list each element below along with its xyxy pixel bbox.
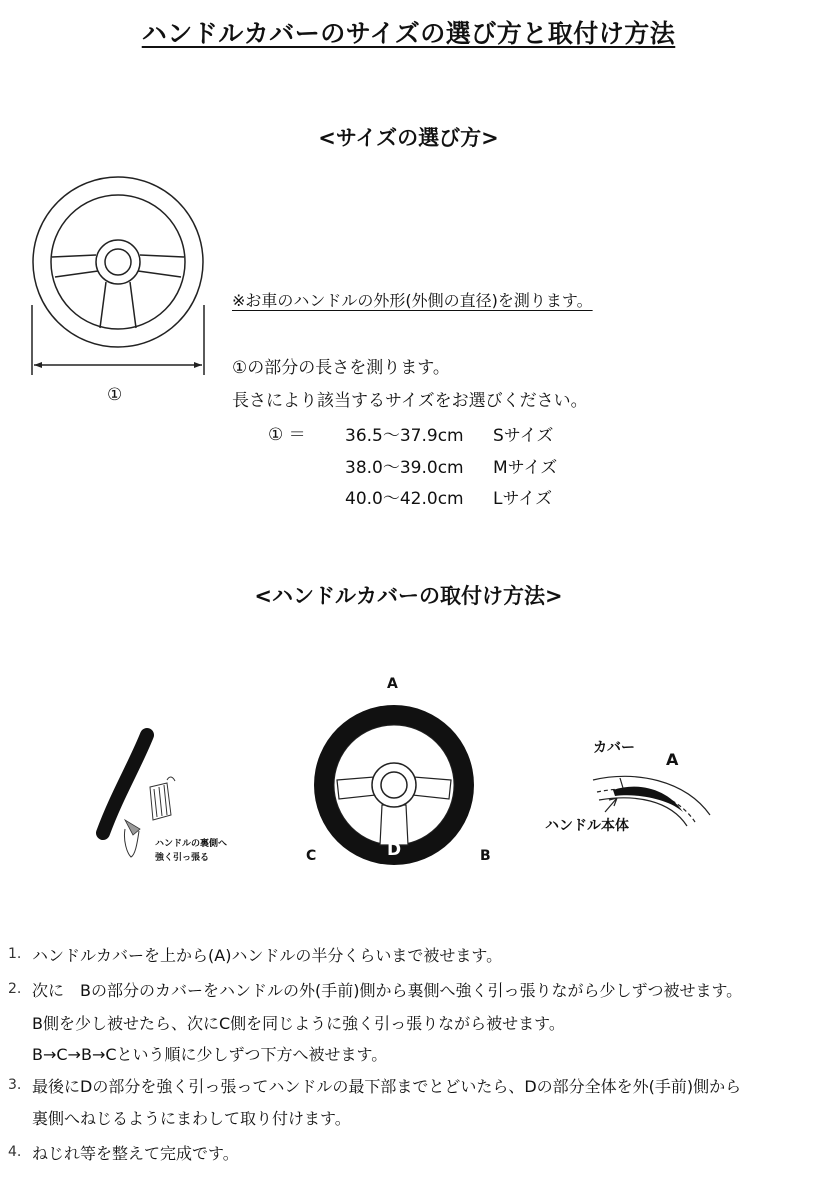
size-name: Sサイズ (493, 426, 554, 446)
instruction-text: 最後にDの部分を強く引っ張ってハンドルの最下部までとどいたら、Dの部分全体を外(手前)側から (32, 1077, 742, 1096)
instruction-text: ねじれ等を整えて完成です。 (32, 1144, 239, 1163)
wheel-label-c: C (306, 848, 317, 864)
steering-wheel-size-diagram (22, 175, 222, 380)
wheel-label-b: B (480, 848, 491, 864)
wheel-label-d: D (387, 840, 402, 860)
size-section-heading: <サイズの選び方> (318, 126, 499, 150)
size-equation-label: ① ＝ (268, 425, 306, 445)
hand-caption: 強く引っ張る (155, 853, 210, 863)
instruction-text: 裏側へねじるようにまわして取り付けます。 (32, 1109, 351, 1128)
wheel-label-a: A (387, 676, 398, 692)
cover-label: カバー (593, 740, 635, 756)
hand-caption: ハンドルの裏側へ (155, 839, 228, 849)
instruction-text: ハンドルカバーを上から(A)ハンドルの半分くらいまで被せます。 (32, 946, 503, 965)
handle-body-label: ハンドル本体 (545, 818, 629, 834)
instruction-text: B側を少し被せたら、次にC側を同じように強く引っ張りながら被せます。 (32, 1014, 565, 1033)
size-name: Mサイズ (493, 458, 558, 478)
page-title: ハンドルカバーのサイズの選び方と取付け方法 (141, 19, 676, 48)
instruction-number: 4. (8, 1144, 22, 1160)
measure-instruction: ①の部分の長さを測ります。 (232, 358, 450, 378)
instruction-text: B→C→B→Cという順に少しずつ下方へ被せます。 (32, 1045, 388, 1064)
install-section-heading: <ハンドルカバーの取付け方法> (254, 584, 563, 608)
select-instruction: 長さにより該当するサイズをお選びください。 (232, 391, 588, 411)
measurement-note: ※お車のハンドルの外形(外側の直径)を測ります。 (232, 291, 593, 310)
instruction-number: 3. (8, 1077, 22, 1093)
diameter-marker: ① (107, 385, 123, 405)
instruction-number: 2. (8, 981, 22, 997)
instruction-text: 次に Bの部分のカバーをハンドルの外(手前)側から裏側へ強く引っ張りながら少しずつ被せます。 (32, 981, 743, 1000)
size-range: 40.0～42.0cm (345, 489, 464, 509)
instruction-number: 1. (8, 946, 22, 962)
size-name: Lサイズ (493, 489, 553, 509)
cross-label-a: A (666, 750, 679, 769)
size-range: 36.5～37.9cm (345, 426, 464, 446)
size-range: 38.0～39.0cm (345, 458, 464, 478)
